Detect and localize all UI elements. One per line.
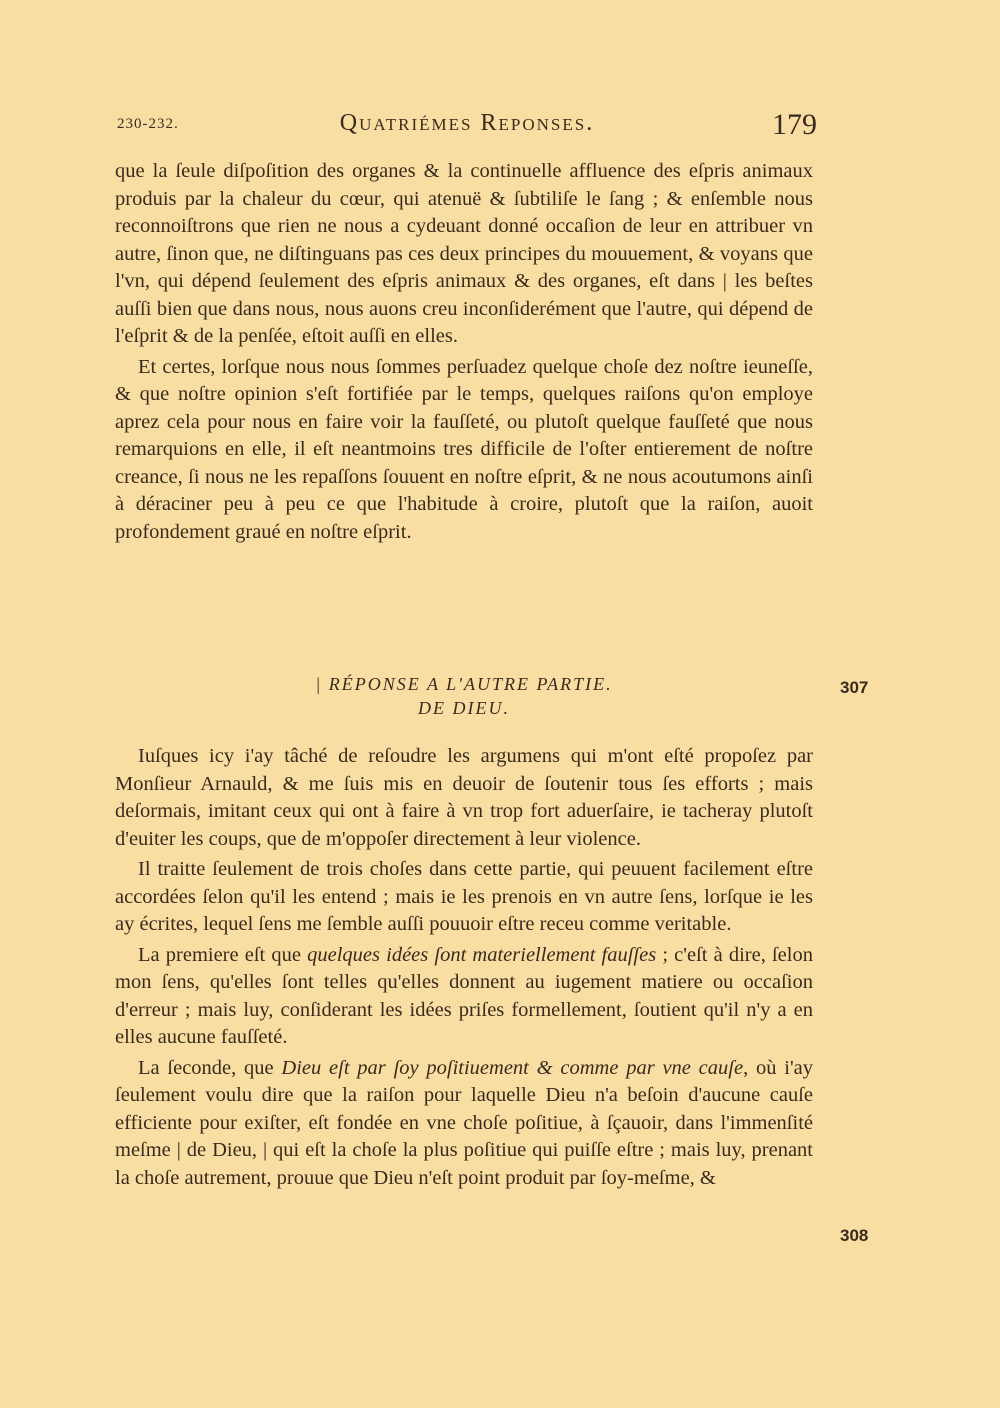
paragraph-5-end: ; c'eſt à dire, ſelon mon ſens, qu'elles ſont telles qu'elles donnent au iugement matiere ou occaſion d'erreur ; mais luy, conſiderant les idées priſes formellement, ſoutient qu'il n'y a en elles aucune fauſſeté. <box>115 943 813 1048</box>
header-title: Quatriémes Reponses. <box>339 110 595 136</box>
paragraph-1: que la ſeule diſpoſition des organes & la continuelle affluence des eſpris animaux produis par la chaleur du cœur, qui atenuë & ſubtiliſe le ſang ; & enſemble nous reconnoiſtrons que rien ne nous a cydeuant donné occaſion de leur en attribuer vn autre, ſinon que, ne diſtinguans pas ces deux principes du mouuement, & voyans que l'vn, qui dépend ſeulement des eſpris animaux & des organes, eſt dans | les beſtes auſſi bien que dans nous, nous auons creu inconſiderément que l'autre, qui dépend de l'eſprit & de la penſée, eſtoit auſſi en elles. <box>115 160 813 347</box>
paragraph-6 <box>115 1055 813 1193</box>
page-number: 179 <box>772 108 817 141</box>
paragraph-5-italic: quelques idées ſont materiellement fauſſes <box>307 943 657 966</box>
section-heading <box>115 672 813 720</box>
text-block-top <box>115 158 813 546</box>
header-page-range: 230-232. <box>117 116 179 132</box>
running-header <box>117 108 817 148</box>
paragraph-3: Iuſques icy i'ay tâché de reſoudre les argumens qui m'ont eſté propoſez par Monſieur Arnauld, & me ſuis mis en deuoir de ſoutenir tous ſes efforts ; mais deſormais, imitant ceux qui ont à faire à vn trop fort aduerſaire, ie tacheray plutoſt d'euiter les coups, que de m'oppoſer directement à leur violence. <box>115 745 813 850</box>
paragraph-6-italic: Dieu eſt par ſoy poſitiuement & comme par vne cauſe <box>281 1056 744 1079</box>
paragraph-6-start: La ſeconde, que <box>138 1056 282 1079</box>
text-block-bottom <box>115 740 813 1192</box>
paragraph-5-start: La premiere eſt que <box>138 943 308 966</box>
section-heading-line-1: | RÉPONSE A L'AUTRE PARTIE. <box>315 674 613 694</box>
margin-number-308: 308 <box>840 1226 869 1245</box>
paragraph-2: Et certes, lorſque nous nous ſommes perſuadez quelque choſe dez noſtre ieuneſſe, & que noſtre opinion s'eſt fortifiée par le temps, quelques raiſons qu'on employe aprez cela pour nous en faire voir la fauſſeté, ou plutoſt quelque fauſſeté que nous remarquions en elle, il eſt neantmoins tres difficile de l'oſter entierement de noſtre creance, ſi nous ne les repaſſons ſouuent en noſtre eſprit, & ne nous acoutumons ainſi à déraciner peu à peu ce que l'habitude à croire, plutoſt que la raiſon, auoit profondement graué en noſtre eſprit. <box>115 355 813 543</box>
paragraph-5 <box>115 942 813 1052</box>
paragraph-6-end: , où i'ay ſeulement voulu dire que la raiſon pour laquelle Dieu n'a beſoin d'aucune cauſe efficiente pour exiſter, eſt fondée en vne choſe poſitiue, à ſçauoir, dans l'immenſité meſme | de Dieu, | qui eſt la choſe la plus poſitiue qui puiſſe eſtre ; mais luy, prenant la choſe autrement, prouue que Dieu n'eſt point produit par ſoy-meſme, & <box>115 1056 813 1189</box>
margin-number-307: 307 <box>840 678 869 697</box>
paragraph-4: Il traitte ſeulement de trois choſes dans cette partie, qui peuuent facilement eſtre accordées ſelon qu'il les entend ; mais ie les prenois en vn autre ſens, lorſque ie les ay écrites, lequel ſens me ſemble auſſi pouuoir eſtre receu comme veritable. <box>115 858 813 935</box>
section-heading-line-2: DE DIEU. <box>418 698 510 718</box>
